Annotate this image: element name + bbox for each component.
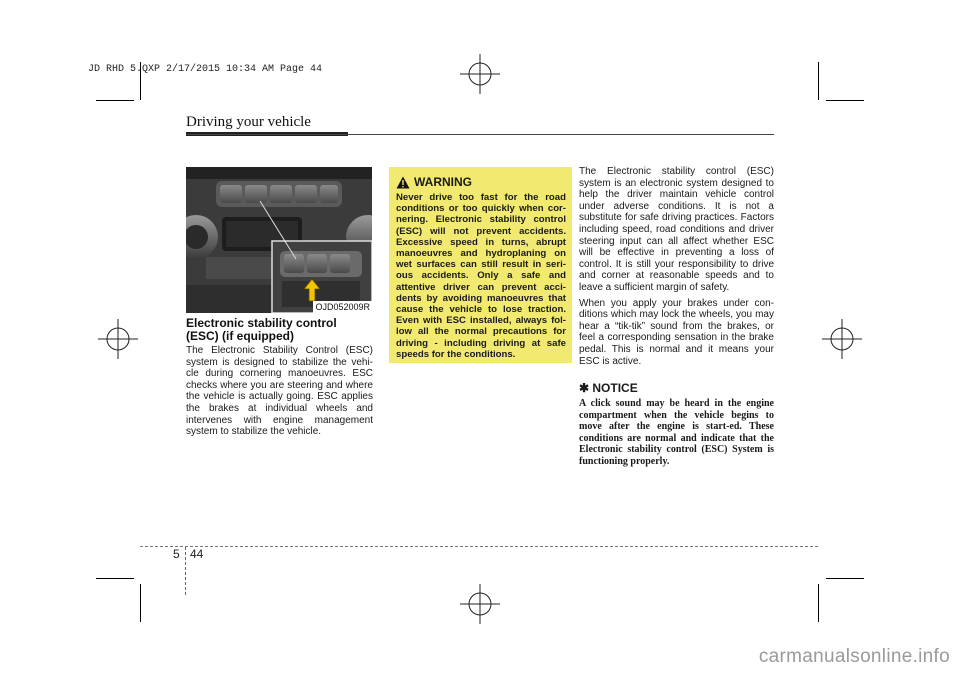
notice-title: ✱ NOTICE bbox=[579, 381, 638, 395]
registration-target-icon bbox=[94, 315, 142, 363]
registration-target-icon bbox=[456, 50, 504, 98]
print-slug: JD RHD 5.QXP 2/17/2015 10:34 AM Page 44 bbox=[88, 64, 323, 75]
watermark: carmanualsonline.info bbox=[758, 646, 950, 667]
crop-mark bbox=[818, 62, 819, 100]
chapter-number: 5 bbox=[173, 547, 180, 561]
notice-text: A click sound may be heard in the engine compartment when the vehicle begins to move after the engine is start-ed. These conditions are normal and indicate that the Electronic stability control (ESC) System is functioning properly. bbox=[579, 398, 774, 467]
section-title: Driving your vehicle bbox=[186, 114, 311, 130]
warning-title: WARNING bbox=[414, 175, 472, 189]
esc-heading: Electronic stability control (ESC) (if equipped) bbox=[186, 316, 337, 343]
esc-details-paragraph: When you apply your brakes under con-ditions which may lock the wheels, you may hear a “tik-tik” sound from the brakes, or feel a corresponding sensation in the brake pedal. This is normal and it means your ESC is active. bbox=[579, 297, 774, 367]
esc-details bbox=[579, 166, 774, 371]
crop-mark bbox=[826, 100, 864, 101]
dashboard-illustration bbox=[186, 167, 372, 313]
page-divider bbox=[185, 547, 186, 595]
page-number: 44 bbox=[190, 547, 204, 561]
crop-mark bbox=[96, 100, 134, 101]
warning-text: Never drive too fast for the road conditions or too quickly when cor-nering. Electronic stability control (ESC) will not prevent accidents. Excessive speed in turns, abrupt manoeuvres and hydroplaning on wet surfaces can still result in seri-ous accidents. Only a safe and attentive driver can prevent acci-dents by avoiding manoeuvres that cause the vehicle to lose traction. Even with ESC installed, always fol-low all the normal precautions for driving - including driving at safe speeds for the conditions. bbox=[396, 192, 566, 360]
figure-caption: OJD052009R bbox=[315, 302, 370, 312]
header-rule bbox=[186, 134, 774, 135]
crop-mark bbox=[140, 584, 141, 622]
registration-target-icon bbox=[818, 315, 866, 363]
warning-triangle-icon bbox=[396, 176, 410, 189]
dashboard-figure bbox=[186, 167, 372, 313]
esc-details-paragraph: The Electronic stability control (ESC) system is an electronic system designed to help the driver maintain vehicle control under adverse conditions. It is not a substitute for safe driving practices. Factors including speed, road conditions and driver steering input can all affect whether ESC will be effective in preventing a loss of control. It is still your responsibility to drive and corner at reasonable speeds and to leave a sufficient margin of safety. bbox=[579, 166, 774, 293]
crop-mark bbox=[818, 584, 819, 622]
registration-target-icon bbox=[456, 580, 504, 628]
esc-description: The Electronic Stability Control (ESC) system is designed to stabilize the vehi-cle during cornering manoeuvres. ESC checks where you are steering and where the vehicle is actually going. ESC applies the brakes at individual wheels and intervenes with engine management system to stabilize the vehicle. bbox=[186, 345, 373, 438]
warning-box bbox=[389, 167, 572, 363]
crop-mark bbox=[96, 578, 134, 579]
footer-rule bbox=[140, 546, 818, 547]
crop-mark bbox=[826, 578, 864, 579]
